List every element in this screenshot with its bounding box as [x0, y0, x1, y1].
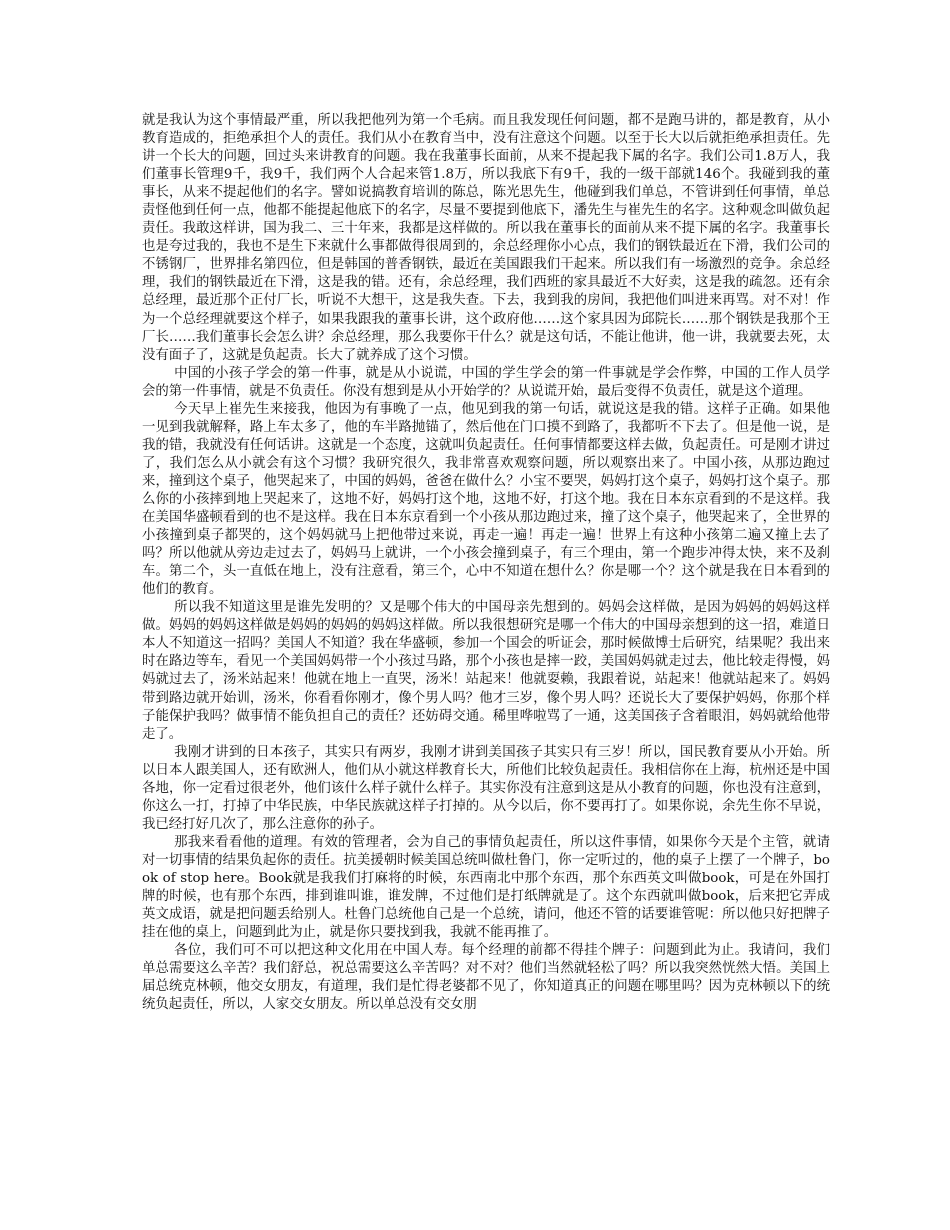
paragraph-6: 那我来看看他的道理。有效的管理者，会为自己的事情负起责任，所以这件事情，如果你今天是个主管，就请对一切事情的结果负起你的责任。抗美援朝时候美国总统叫做杜鲁门，你一定听过的，他的桌子上摆了一个牌子，book of stop here。Book就是我我们打麻将的时候，东西南北中那个东西，那个东西英文叫做book，可是在外国打牌的时候，也有那个东西，排到谁叫谁，谁发牌，不过他们是打纸牌就是了。这个东西就叫做book，后来把它弄成英文成语，就是把问题丢给别人。杜鲁门总统他自己是一个总统，请问，他还不管的话要谁管呢：所以他只好把牌子挂在他的桌上，问题到此为止，就是你只要找到我，我就不能再推了。: [142, 834, 830, 941]
paragraph-7: 各位，我们可不可以把这种文化用在中国人寿。每个经理的前都不得挂个牌子：问题到此为止。我请问，我们单总需要这么辛苦？我们舒总，祝总需要这么辛苦吗？对不对？他们当然就轻松了吗？所以我突然恍然大悟。美国上届总统克林顿，他交女朋友，有道理，我们是忙得老婆都不见了，你知道真正的问题在哪里吗？因为克林顿以下的统统负起责任，所以，人家交女朋友。所以单总没有交女朋: [142, 943, 830, 1013]
paragraph-1: 就是我认为这个事情最严重，所以我把他列为第一个毛病。而且我发现任何问题，都不是跑马讲的，都是教育，从小教育造成的，拒绝承担个人的责任。我们从小在教育当中，没有注意这个问题。以至于长大以后就拒绝承担责任。先讲一个长大的问题，回过头来讲教育的问题。我在我董事长面前，从来不提起我下属的名字。我们公司1.8万人，我们董事长管理9千，我9千，我们两个人合起来管1.8万，所以我底下有9千，我的一级干部就146个。我碰到我的董事长，从来不提起他们的名字。譬如说搞教育培训的陈总，陈光思先生，他碰到我们单总，不管讲到任何事情，单总责怪他到任何一点，他都不能提起他底下的名字，尽量不要提到他底下，潘先生与崔先生的名字。这种观念叫做负起责任。我敢这样讲，国为我二、三十年来，我都是这样做的。所以我在董事长的面前从来不提下属的名字。我董事长也是夸过我的，我也不是生下来就什么事都做得很周到的，余总经理你小心点，我们的钢铁最近在下滑，我们公司的不锈钢厂，世界排名第四位，但是韩国的普香钢铁，最近在美国跟我们干起来。所以我们有一场激烈的竞争。余总经理，我们的钢铁最近在下滑，这是我的错。还有，余总经理，我们西班的家具最近不大好卖，这是我的疏忽。还有余总经理，最近那个正付厂长，听说不大想干，这是我失查。下去，我到我的房间，我把他们叫进来再骂。对不对！作为一个总经理就要这个样子，如果我跟我的董事长讲，这个政府他……这个家具因为邱院长……那个钢铁是我那个王厂长……我们董事长会怎么讲？余总经理，那么我要你干什么？就是这句话，不能让他讲，他一讲，我就要去死，太没有面子了，这就是负起责。长大了就养成了这个习惯。: [142, 113, 830, 363]
paragraph-5: 我刚才讲到的日本孩子，其实只有两岁，我刚才讲到美国孩子其实只有三岁！所以，国民教育要从小开始。所以日本人跟美国人，还有欧洲人，他们从小就这样教育长大，所他们比较负起责任。我相信你在上海，杭州还是中国各地，你一定看过很老外，他们该什么样子就什么样子。其实你没有注意到这是从小教育的问题，你也没有注意到，你这么一打，打掉了中华民族，中华民族就这样子打掉的。从今以后，你不要再打了。如果你说，余先生你不早说，我已经打好几次了，那么注意你的孙子。: [142, 744, 830, 832]
paragraph-3: 今天早上崔先生来接我，他因为有事晚了一点，他见到我的第一句话，就说这是我的错。这样子正确。如果他一见到我就解释，路上车太多了，他的车半路抛锚了，然后他在门口摸不到路了，我都听不下去了。但是他一说，是我的错，我就没有任何话讲。这就是一个态度，这就叫负起责任。任何事情都要这样去做，负起责任。可是刚才讲过了，我们怎么从小就会有这个习惯？我研究很久，我非常喜欢观察问题，所以观察出来了。中国小孩，从那边跑过来，撞到这个桌子，他哭起来了，中国的妈妈，爸爸在做什么？小宝不要哭，妈妈打这个桌子，妈妈打这个桌子。那么你的小孩摔到地上哭起来了，这地不好，妈妈打这个地，这地不好，打这个地。我在日本东京看到的不是这样。我在美国华盛顿看到的也不是这样。我在日本东京看到一个小孩从那边跑过来，撞了这个桌子，他哭起来了，全世界的小孩撞到桌子都哭的，这个妈妈就马上把他带过来说，再走一遍！再走一遍！世界上有这种小孩第二遍又撞上去了吗？所以他就从旁边走过去了，妈妈马上就讲，一个小孩会撞到桌子，有三个理由，第一个跑步冲得太快，来不及刹车。第二个，头一直低在地上，没有注意看，第三个，心中不知道在想什么？你是哪一个？这个就是我在日本看到的他们的教育。: [142, 401, 830, 598]
paragraph-4: 所以我不知道这里是谁先发明的？又是哪个伟大的中国母亲先想到的。妈妈会这样做，是因为妈妈的妈妈这样做。妈妈的妈妈这样做是妈妈的妈妈的妈妈这样做。所以我很想研究是哪一个伟大的中国母亲想到的这一招，难道日本人不知道这一招吗？美国人不知道？我在华盛顿，参加一个国会的听证会，那时候做博士后研究，结果呢？我出来时在路边等车，看见一个美国妈妈带一个小孩过马路，那个小孩也是摔一跤，美国妈妈就走过去，他比较走得慢，妈妈就过去了，汤米站起来！他就在地上一直哭，汤米！站起来！他就耍赖，我跟着说，站起来！他就站起来了。妈妈带到路边就开始训，汤米，你看看你刚才，像个男人吗？他才三岁，像个男人吗？还说长大了要保护妈妈，你那个样子能保护我吗？做事情不能负担自己的责任？还妨碍交通。稀里哗啦骂了一通，这美国孩子含着眼泪，妈妈就给他带走了。: [142, 600, 830, 742]
document-body: [142, 112, 830, 1014]
paragraph-2: 中国的小孩子学会的第一件事，就是从小说谎，中国的学生学会的第一件事就是学会作弊，中国的工作人员学会的第一件事情，就是不负责任。你没有想到是从小开始学的？从说谎开始，最后变得不负责任，就是这个道理。: [142, 365, 830, 399]
